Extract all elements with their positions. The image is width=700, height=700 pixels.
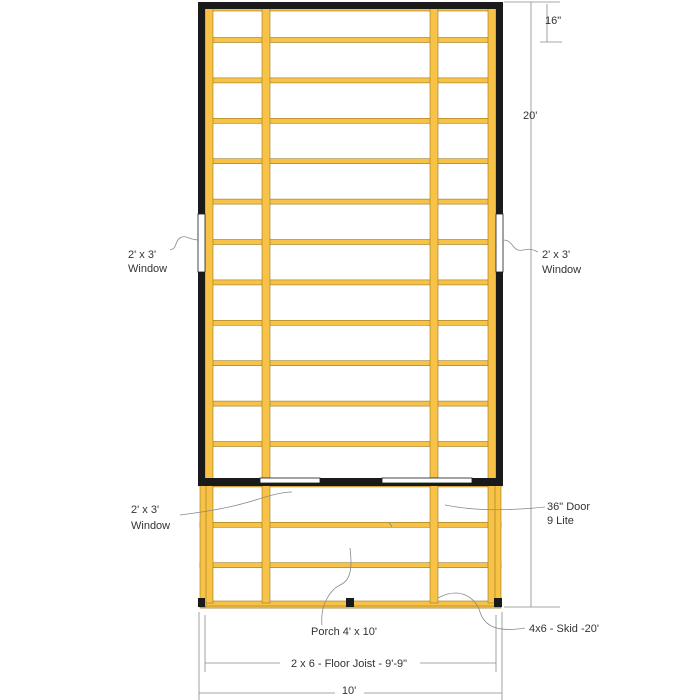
wall-back	[198, 2, 503, 9]
porch-edge-left	[200, 485, 206, 607]
window-left	[198, 214, 205, 272]
floor-joist-11	[200, 442, 501, 447]
right-window-label-line2: Window	[542, 264, 582, 276]
skid-label: 4x6 - Skid -20'	[529, 623, 599, 635]
floor-joist-label: 2 x 6 - Floor Joist - 9'-9"	[290, 658, 408, 670]
porch-post-right	[494, 598, 502, 607]
front-window-label-line1: 2' x 3'	[131, 504, 160, 516]
leader-left-window	[170, 237, 199, 250]
floor-framing	[200, 6, 501, 608]
left-window-label-line2: Window	[128, 263, 168, 275]
door-label-line2: 9 Lite	[547, 515, 574, 527]
floor-joist-9	[200, 361, 501, 366]
leader-porch	[322, 548, 351, 625]
floor-joist-8	[200, 320, 501, 325]
floor-joist-7	[200, 280, 501, 285]
left-window-label-line1: 2' x 3'	[128, 249, 157, 261]
floor-joist-2	[200, 78, 501, 83]
skid-right	[430, 6, 438, 603]
floor-joist-10	[200, 401, 501, 406]
leader-right-window	[503, 240, 538, 252]
door-opening	[382, 478, 472, 483]
floor-joist-4	[200, 159, 501, 164]
front-window-label-line2: Window	[131, 520, 171, 532]
leader-front-window	[180, 492, 292, 515]
window-right	[496, 214, 503, 272]
porch-post-left	[198, 598, 205, 607]
skid-left	[262, 6, 270, 603]
floor-joist-1	[200, 38, 501, 43]
floor-joist-3	[200, 118, 501, 123]
length-label: 20'	[523, 110, 538, 122]
porch-edge-right	[495, 485, 501, 607]
floor-joist-6	[200, 240, 501, 245]
width-label: 10'	[341, 685, 357, 697]
door-label-line1: 36" Door	[547, 501, 591, 513]
window-front	[260, 478, 320, 483]
dimension-lines	[199, 2, 562, 700]
right-window-label-line1: 2' x 3'	[542, 249, 571, 261]
porch-post-middle	[346, 598, 354, 607]
leader-skid	[438, 593, 525, 629]
floor-joist-5	[200, 199, 501, 204]
joist-spacing-label: 16"	[545, 15, 562, 27]
walls	[198, 2, 503, 607]
porch-label: Porch 4' x 10'	[311, 626, 377, 638]
floor-joist-13	[200, 522, 501, 527]
